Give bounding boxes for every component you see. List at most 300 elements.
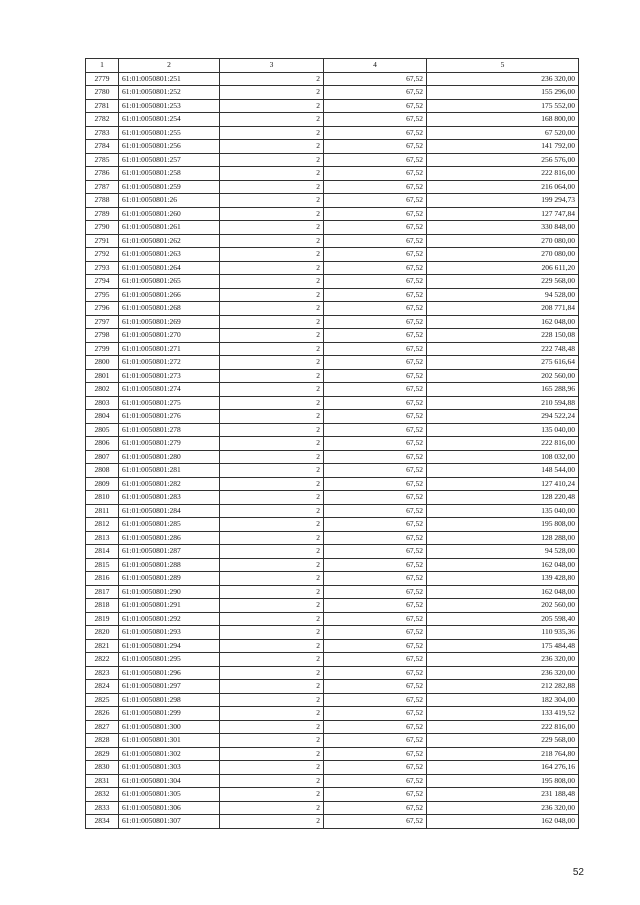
table-cell-col-1: 2818: [86, 599, 119, 613]
table-cell-col-5: 175 552,00: [427, 99, 579, 113]
table-cell-col-2: 61:01:0050801:284: [119, 504, 220, 518]
table-cell-col-3: 2: [220, 221, 324, 235]
table-cell-col-5: 162 048,00: [427, 585, 579, 599]
table-cell-col-5: 195 808,00: [427, 774, 579, 788]
table-cell-col-5: 135 040,00: [427, 423, 579, 437]
table-cell-col-3: 2: [220, 464, 324, 478]
table-cell-col-2: 61:01:0050801:268: [119, 302, 220, 316]
table-cell-col-5: 330 848,00: [427, 221, 579, 235]
header-row: [86, 59, 579, 73]
table-cell-col-3: 2: [220, 99, 324, 113]
table-cell-col-3: 2: [220, 234, 324, 248]
table-cell-col-5: 94 528,00: [427, 545, 579, 559]
table-cell-col-4: 67,52: [324, 491, 427, 505]
table-cell-col-1: 2815: [86, 558, 119, 572]
table-cell-col-2: 61:01:0050801:257: [119, 153, 220, 167]
table-cell-col-2: 61:01:0050801:289: [119, 572, 220, 586]
table-cell-col-3: 2: [220, 396, 324, 410]
table-cell-col-1: 2793: [86, 261, 119, 275]
table-cell-col-5: 205 598,40: [427, 612, 579, 626]
table-cell-col-3: 2: [220, 653, 324, 667]
table-cell-col-2: 61:01:0050801:298: [119, 693, 220, 707]
table-cell-col-1: 2801: [86, 369, 119, 383]
table-cell-col-1: 2814: [86, 545, 119, 559]
table-cell-col-4: 67,52: [324, 315, 427, 329]
table-cell-col-3: 2: [220, 504, 324, 518]
table-cell-col-5: 127 410,24: [427, 477, 579, 491]
table-cell-col-1: 2800: [86, 356, 119, 370]
table-cell-col-3: 2: [220, 585, 324, 599]
table-row: [86, 707, 579, 721]
table-cell-col-2: 61:01:0050801:304: [119, 774, 220, 788]
table-cell-col-2: 61:01:0050801:272: [119, 356, 220, 370]
table-cell-col-1: 2788: [86, 194, 119, 208]
table-cell-col-1: 2832: [86, 788, 119, 802]
column-header-5: 5: [427, 59, 579, 73]
table-row: [86, 248, 579, 262]
table-row: [86, 261, 579, 275]
table-cell-col-4: 67,52: [324, 558, 427, 572]
table-cell-col-4: 67,52: [324, 626, 427, 640]
table-cell-col-5: 128 220,48: [427, 491, 579, 505]
table-cell-col-4: 67,52: [324, 815, 427, 829]
table-row: [86, 545, 579, 559]
table-cell-col-1: 2802: [86, 383, 119, 397]
table-cell-col-4: 67,52: [324, 383, 427, 397]
table-cell-col-2: 61:01:0050801:264: [119, 261, 220, 275]
table-cell-col-2: 61:01:0050801:286: [119, 531, 220, 545]
table-cell-col-4: 67,52: [324, 801, 427, 815]
table-cell-col-1: 2826: [86, 707, 119, 721]
table-cell-col-4: 67,52: [324, 707, 427, 721]
table-row: [86, 167, 579, 181]
table-cell-col-1: 2821: [86, 639, 119, 653]
table-cell-col-3: 2: [220, 140, 324, 154]
table-cell-col-5: 216 064,00: [427, 180, 579, 194]
table-cell-col-1: 2807: [86, 450, 119, 464]
table-cell-col-3: 2: [220, 423, 324, 437]
table-cell-col-4: 67,52: [324, 747, 427, 761]
table-cell-col-3: 2: [220, 801, 324, 815]
table-cell-col-2: 61:01:0050801:251: [119, 72, 220, 86]
table-cell-col-5: 155 296,00: [427, 86, 579, 100]
table-cell-col-5: 222 816,00: [427, 437, 579, 451]
table-cell-col-3: 2: [220, 558, 324, 572]
table-cell-col-5: 162 048,00: [427, 315, 579, 329]
column-header-2: 2: [119, 59, 220, 73]
table-cell-col-2: 61:01:0050801:270: [119, 329, 220, 343]
table-cell-col-4: 67,52: [324, 720, 427, 734]
table-row: [86, 194, 579, 208]
table-cell-col-2: 61:01:0050801:266: [119, 288, 220, 302]
table-cell-col-4: 67,52: [324, 261, 427, 275]
table-row: [86, 734, 579, 748]
page-number: 52: [572, 867, 584, 878]
table-cell-col-4: 67,52: [324, 774, 427, 788]
table-cell-col-4: 67,52: [324, 653, 427, 667]
table-cell-col-4: 67,52: [324, 288, 427, 302]
table-cell-col-3: 2: [220, 315, 324, 329]
table-cell-col-5: 222 748,48: [427, 342, 579, 356]
table-cell-col-3: 2: [220, 410, 324, 424]
table-cell-col-1: 2820: [86, 626, 119, 640]
table-cell-col-4: 67,52: [324, 86, 427, 100]
table-row: [86, 815, 579, 829]
table-cell-col-4: 67,52: [324, 639, 427, 653]
table-cell-col-4: 67,52: [324, 599, 427, 613]
table-cell-col-4: 67,52: [324, 477, 427, 491]
table-cell-col-1: 2792: [86, 248, 119, 262]
table-cell-col-3: 2: [220, 180, 324, 194]
table-cell-col-3: 2: [220, 369, 324, 383]
table-cell-col-2: 61:01:0050801:303: [119, 761, 220, 775]
table-cell-col-4: 67,52: [324, 180, 427, 194]
table-cell-col-1: 2790: [86, 221, 119, 235]
table-row: [86, 86, 579, 100]
table-cell-col-2: 61:01:0050801:252: [119, 86, 220, 100]
table-cell-col-1: 2819: [86, 612, 119, 626]
table-row: [86, 207, 579, 221]
table-cell-col-1: 2779: [86, 72, 119, 86]
table-cell-col-2: 61:01:0050801:269: [119, 315, 220, 329]
table-cell-col-3: 2: [220, 680, 324, 694]
table-row: [86, 356, 579, 370]
table-cell-col-4: 67,52: [324, 761, 427, 775]
table-cell-col-3: 2: [220, 72, 324, 86]
table-cell-col-3: 2: [220, 248, 324, 262]
table-cell-col-2: 61:01:0050801:288: [119, 558, 220, 572]
table-cell-col-3: 2: [220, 329, 324, 343]
table-row: [86, 329, 579, 343]
table-cell-col-5: 206 611,20: [427, 261, 579, 275]
table-cell-col-5: 236 320,00: [427, 653, 579, 667]
table-cell-col-4: 67,52: [324, 518, 427, 532]
table-cell-col-3: 2: [220, 356, 324, 370]
table-cell-col-5: 141 792,00: [427, 140, 579, 154]
table-cell-col-3: 2: [220, 261, 324, 275]
table-cell-col-5: 67 520,00: [427, 126, 579, 140]
table-row: [86, 464, 579, 478]
table-cell-col-3: 2: [220, 707, 324, 721]
table-row: [86, 653, 579, 667]
table-cell-col-2: 61:01:0050801:283: [119, 491, 220, 505]
table-cell-col-4: 67,52: [324, 585, 427, 599]
table-cell-col-3: 2: [220, 572, 324, 586]
table-cell-col-3: 2: [220, 207, 324, 221]
table-cell-col-1: 2795: [86, 288, 119, 302]
table-cell-col-1: 2810: [86, 491, 119, 505]
table-cell-col-1: 2789: [86, 207, 119, 221]
table-row: [86, 585, 579, 599]
table-cell-col-2: 61:01:0050801:307: [119, 815, 220, 829]
table-cell-col-2: 61:01:0050801:258: [119, 167, 220, 181]
table-cell-col-1: 2781: [86, 99, 119, 113]
table-cell-col-3: 2: [220, 639, 324, 653]
table-cell-col-3: 2: [220, 194, 324, 208]
table-cell-col-3: 2: [220, 450, 324, 464]
table-cell-col-5: 212 282,88: [427, 680, 579, 694]
table-cell-col-3: 2: [220, 491, 324, 505]
table-cell-col-4: 67,52: [324, 612, 427, 626]
table-cell-col-2: 61:01:0050801:296: [119, 666, 220, 680]
table-cell-col-5: 148 544,00: [427, 464, 579, 478]
table-cell-col-3: 2: [220, 747, 324, 761]
table-cell-col-1: 2796: [86, 302, 119, 316]
table-cell-col-2: 61:01:0050801:274: [119, 383, 220, 397]
table-cell-col-1: 2817: [86, 585, 119, 599]
table-cell-col-3: 2: [220, 86, 324, 100]
table-cell-col-3: 2: [220, 153, 324, 167]
table-cell-col-2: 61:01:0050801:301: [119, 734, 220, 748]
table-cell-col-2: 61:01:0050801:280: [119, 450, 220, 464]
table-row: [86, 747, 579, 761]
table-cell-col-4: 67,52: [324, 410, 427, 424]
table-cell-col-1: 2794: [86, 275, 119, 289]
table-row: [86, 720, 579, 734]
table-cell-col-2: 61:01:0050801:26: [119, 194, 220, 208]
table-cell-col-3: 2: [220, 383, 324, 397]
table-row: [86, 234, 579, 248]
table-cell-col-4: 67,52: [324, 531, 427, 545]
table-cell-col-4: 67,52: [324, 329, 427, 343]
table-cell-col-1: 2822: [86, 653, 119, 667]
table-cell-col-1: 2811: [86, 504, 119, 518]
table-cell-col-1: 2786: [86, 167, 119, 181]
table-cell-col-3: 2: [220, 626, 324, 640]
table-cell-col-3: 2: [220, 761, 324, 775]
table-cell-col-4: 67,52: [324, 234, 427, 248]
table-cell-col-1: 2783: [86, 126, 119, 140]
data-table: [85, 58, 579, 829]
table-cell-col-4: 67,52: [324, 126, 427, 140]
table-cell-col-1: 2805: [86, 423, 119, 437]
table-cell-col-2: 61:01:0050801:263: [119, 248, 220, 262]
table-row: [86, 774, 579, 788]
table-cell-col-1: 2812: [86, 518, 119, 532]
table-row: [86, 477, 579, 491]
table-row: [86, 315, 579, 329]
table-cell-col-3: 2: [220, 437, 324, 451]
table-cell-col-4: 67,52: [324, 504, 427, 518]
table-cell-col-4: 67,52: [324, 72, 427, 86]
table-cell-col-1: 2831: [86, 774, 119, 788]
table-cell-col-2: 61:01:0050801:262: [119, 234, 220, 248]
table-cell-col-2: 61:01:0050801:255: [119, 126, 220, 140]
table-cell-col-5: 164 276,16: [427, 761, 579, 775]
table-cell-col-5: 110 935,36: [427, 626, 579, 640]
table-body: [86, 72, 579, 828]
table-row: [86, 491, 579, 505]
table-cell-col-5: 108 032,00: [427, 450, 579, 464]
table-cell-col-2: 61:01:0050801:271: [119, 342, 220, 356]
table-cell-col-5: 222 816,00: [427, 720, 579, 734]
table-cell-col-4: 67,52: [324, 423, 427, 437]
table-cell-col-5: 275 616,64: [427, 356, 579, 370]
table-cell-col-3: 2: [220, 302, 324, 316]
table-cell-col-5: 135 040,00: [427, 504, 579, 518]
table-cell-col-3: 2: [220, 734, 324, 748]
table-cell-col-2: 61:01:0050801:297: [119, 680, 220, 694]
table-cell-col-4: 67,52: [324, 113, 427, 127]
table-cell-col-4: 67,52: [324, 342, 427, 356]
table-row: [86, 518, 579, 532]
table-cell-col-2: 61:01:0050801:279: [119, 437, 220, 451]
table-cell-col-1: 2829: [86, 747, 119, 761]
table-cell-col-5: 133 419,52: [427, 707, 579, 721]
table-cell-col-2: 61:01:0050801:300: [119, 720, 220, 734]
table-cell-col-1: 2804: [86, 410, 119, 424]
table-cell-col-1: 2809: [86, 477, 119, 491]
table-row: [86, 693, 579, 707]
table-cell-col-1: 2784: [86, 140, 119, 154]
table-cell-col-3: 2: [220, 612, 324, 626]
table-cell-col-3: 2: [220, 477, 324, 491]
table-cell-col-3: 2: [220, 815, 324, 829]
table-cell-col-5: 236 320,00: [427, 72, 579, 86]
table-cell-col-1: 2824: [86, 680, 119, 694]
table-cell-col-5: 162 048,00: [427, 558, 579, 572]
column-header-4: 4: [324, 59, 427, 73]
table-row: [86, 801, 579, 815]
table-row: [86, 410, 579, 424]
table-cell-col-5: 210 594,88: [427, 396, 579, 410]
table-cell-col-2: 61:01:0050801:305: [119, 788, 220, 802]
table-row: [86, 342, 579, 356]
table-row: [86, 531, 579, 545]
table-cell-col-1: 2827: [86, 720, 119, 734]
table-row: [86, 504, 579, 518]
table-cell-col-4: 67,52: [324, 666, 427, 680]
table-cell-col-3: 2: [220, 666, 324, 680]
table-cell-col-4: 67,52: [324, 437, 427, 451]
table-cell-col-5: 182 304,00: [427, 693, 579, 707]
table-cell-col-5: 256 576,00: [427, 153, 579, 167]
table-cell-col-1: 2782: [86, 113, 119, 127]
table-cell-col-3: 2: [220, 167, 324, 181]
table-cell-col-1: 2806: [86, 437, 119, 451]
table-cell-col-2: 61:01:0050801:260: [119, 207, 220, 221]
table-cell-col-2: 61:01:0050801:281: [119, 464, 220, 478]
table-cell-col-4: 67,52: [324, 302, 427, 316]
table-cell-col-1: 2825: [86, 693, 119, 707]
table-cell-col-4: 67,52: [324, 572, 427, 586]
table-row: [86, 113, 579, 127]
table-cell-col-5: 94 528,00: [427, 288, 579, 302]
table-cell-col-2: 61:01:0050801:254: [119, 113, 220, 127]
table-cell-col-4: 67,52: [324, 153, 427, 167]
table-row: [86, 140, 579, 154]
table-cell-col-2: 61:01:0050801:294: [119, 639, 220, 653]
table-cell-col-1: 2830: [86, 761, 119, 775]
table-cell-col-4: 67,52: [324, 167, 427, 181]
table-cell-col-4: 67,52: [324, 356, 427, 370]
table-cell-col-5: 229 568,00: [427, 734, 579, 748]
table-row: [86, 599, 579, 613]
table-cell-col-3: 2: [220, 531, 324, 545]
table-row: [86, 761, 579, 775]
table-row: [86, 666, 579, 680]
table-cell-col-2: 61:01:0050801:273: [119, 369, 220, 383]
table-cell-col-4: 67,52: [324, 693, 427, 707]
table-cell-col-2: 61:01:0050801:276: [119, 410, 220, 424]
table-cell-col-2: 61:01:0050801:256: [119, 140, 220, 154]
table-row: [86, 180, 579, 194]
table-row: [86, 369, 579, 383]
table-cell-col-1: 2813: [86, 531, 119, 545]
table-cell-col-4: 67,52: [324, 194, 427, 208]
table-cell-col-4: 67,52: [324, 788, 427, 802]
table-cell-col-3: 2: [220, 720, 324, 734]
table-cell-col-4: 67,52: [324, 207, 427, 221]
table-cell-col-4: 67,52: [324, 450, 427, 464]
table-cell-col-3: 2: [220, 545, 324, 559]
table-cell-col-5: 168 800,00: [427, 113, 579, 127]
table-row: [86, 680, 579, 694]
table-cell-col-1: 2791: [86, 234, 119, 248]
table-cell-col-2: 61:01:0050801:302: [119, 747, 220, 761]
table-cell-col-5: 236 320,00: [427, 801, 579, 815]
table-row: [86, 99, 579, 113]
table-cell-col-3: 2: [220, 126, 324, 140]
table-cell-col-5: 231 188,48: [427, 788, 579, 802]
table-cell-col-2: 61:01:0050801:293: [119, 626, 220, 640]
table-cell-col-4: 67,52: [324, 734, 427, 748]
table-cell-col-5: 294 522,24: [427, 410, 579, 424]
column-header-1: 1: [86, 59, 119, 73]
table-row: [86, 788, 579, 802]
table-row: [86, 396, 579, 410]
table-cell-col-1: 2797: [86, 315, 119, 329]
table-cell-col-2: 61:01:0050801:287: [119, 545, 220, 559]
table-cell-col-5: 128 288,00: [427, 531, 579, 545]
table-cell-col-5: 222 816,00: [427, 167, 579, 181]
table-cell-col-4: 67,52: [324, 221, 427, 235]
table-row: [86, 612, 579, 626]
table-row: [86, 423, 579, 437]
table-cell-col-2: 61:01:0050801:253: [119, 99, 220, 113]
table-row: [86, 221, 579, 235]
table-cell-col-5: 270 080,00: [427, 248, 579, 262]
table-cell-col-2: 61:01:0050801:282: [119, 477, 220, 491]
table-cell-col-1: 2798: [86, 329, 119, 343]
table-cell-col-5: 202 560,00: [427, 599, 579, 613]
table-cell-col-5: 208 771,84: [427, 302, 579, 316]
table-row: [86, 437, 579, 451]
table-row: [86, 572, 579, 586]
table-cell-col-5: 228 150,08: [427, 329, 579, 343]
column-header-3: 3: [220, 59, 324, 73]
table-cell-col-4: 67,52: [324, 140, 427, 154]
table-cell-col-2: 61:01:0050801:306: [119, 801, 220, 815]
table-cell-col-3: 2: [220, 342, 324, 356]
table-cell-col-2: 61:01:0050801:259: [119, 180, 220, 194]
table-cell-col-5: 139 428,80: [427, 572, 579, 586]
table-cell-col-5: 270 080,00: [427, 234, 579, 248]
table-cell-col-5: 229 568,00: [427, 275, 579, 289]
table-cell-col-2: 61:01:0050801:292: [119, 612, 220, 626]
table-cell-col-2: 61:01:0050801:265: [119, 275, 220, 289]
table-cell-col-3: 2: [220, 774, 324, 788]
table-row: [86, 558, 579, 572]
table-row: [86, 450, 579, 464]
table-cell-col-2: 61:01:0050801:278: [119, 423, 220, 437]
table-cell-col-1: 2780: [86, 86, 119, 100]
table-cell-col-4: 67,52: [324, 99, 427, 113]
table-cell-col-1: 2787: [86, 180, 119, 194]
table-cell-col-1: 2816: [86, 572, 119, 586]
table-cell-col-1: 2803: [86, 396, 119, 410]
table-cell-col-3: 2: [220, 113, 324, 127]
